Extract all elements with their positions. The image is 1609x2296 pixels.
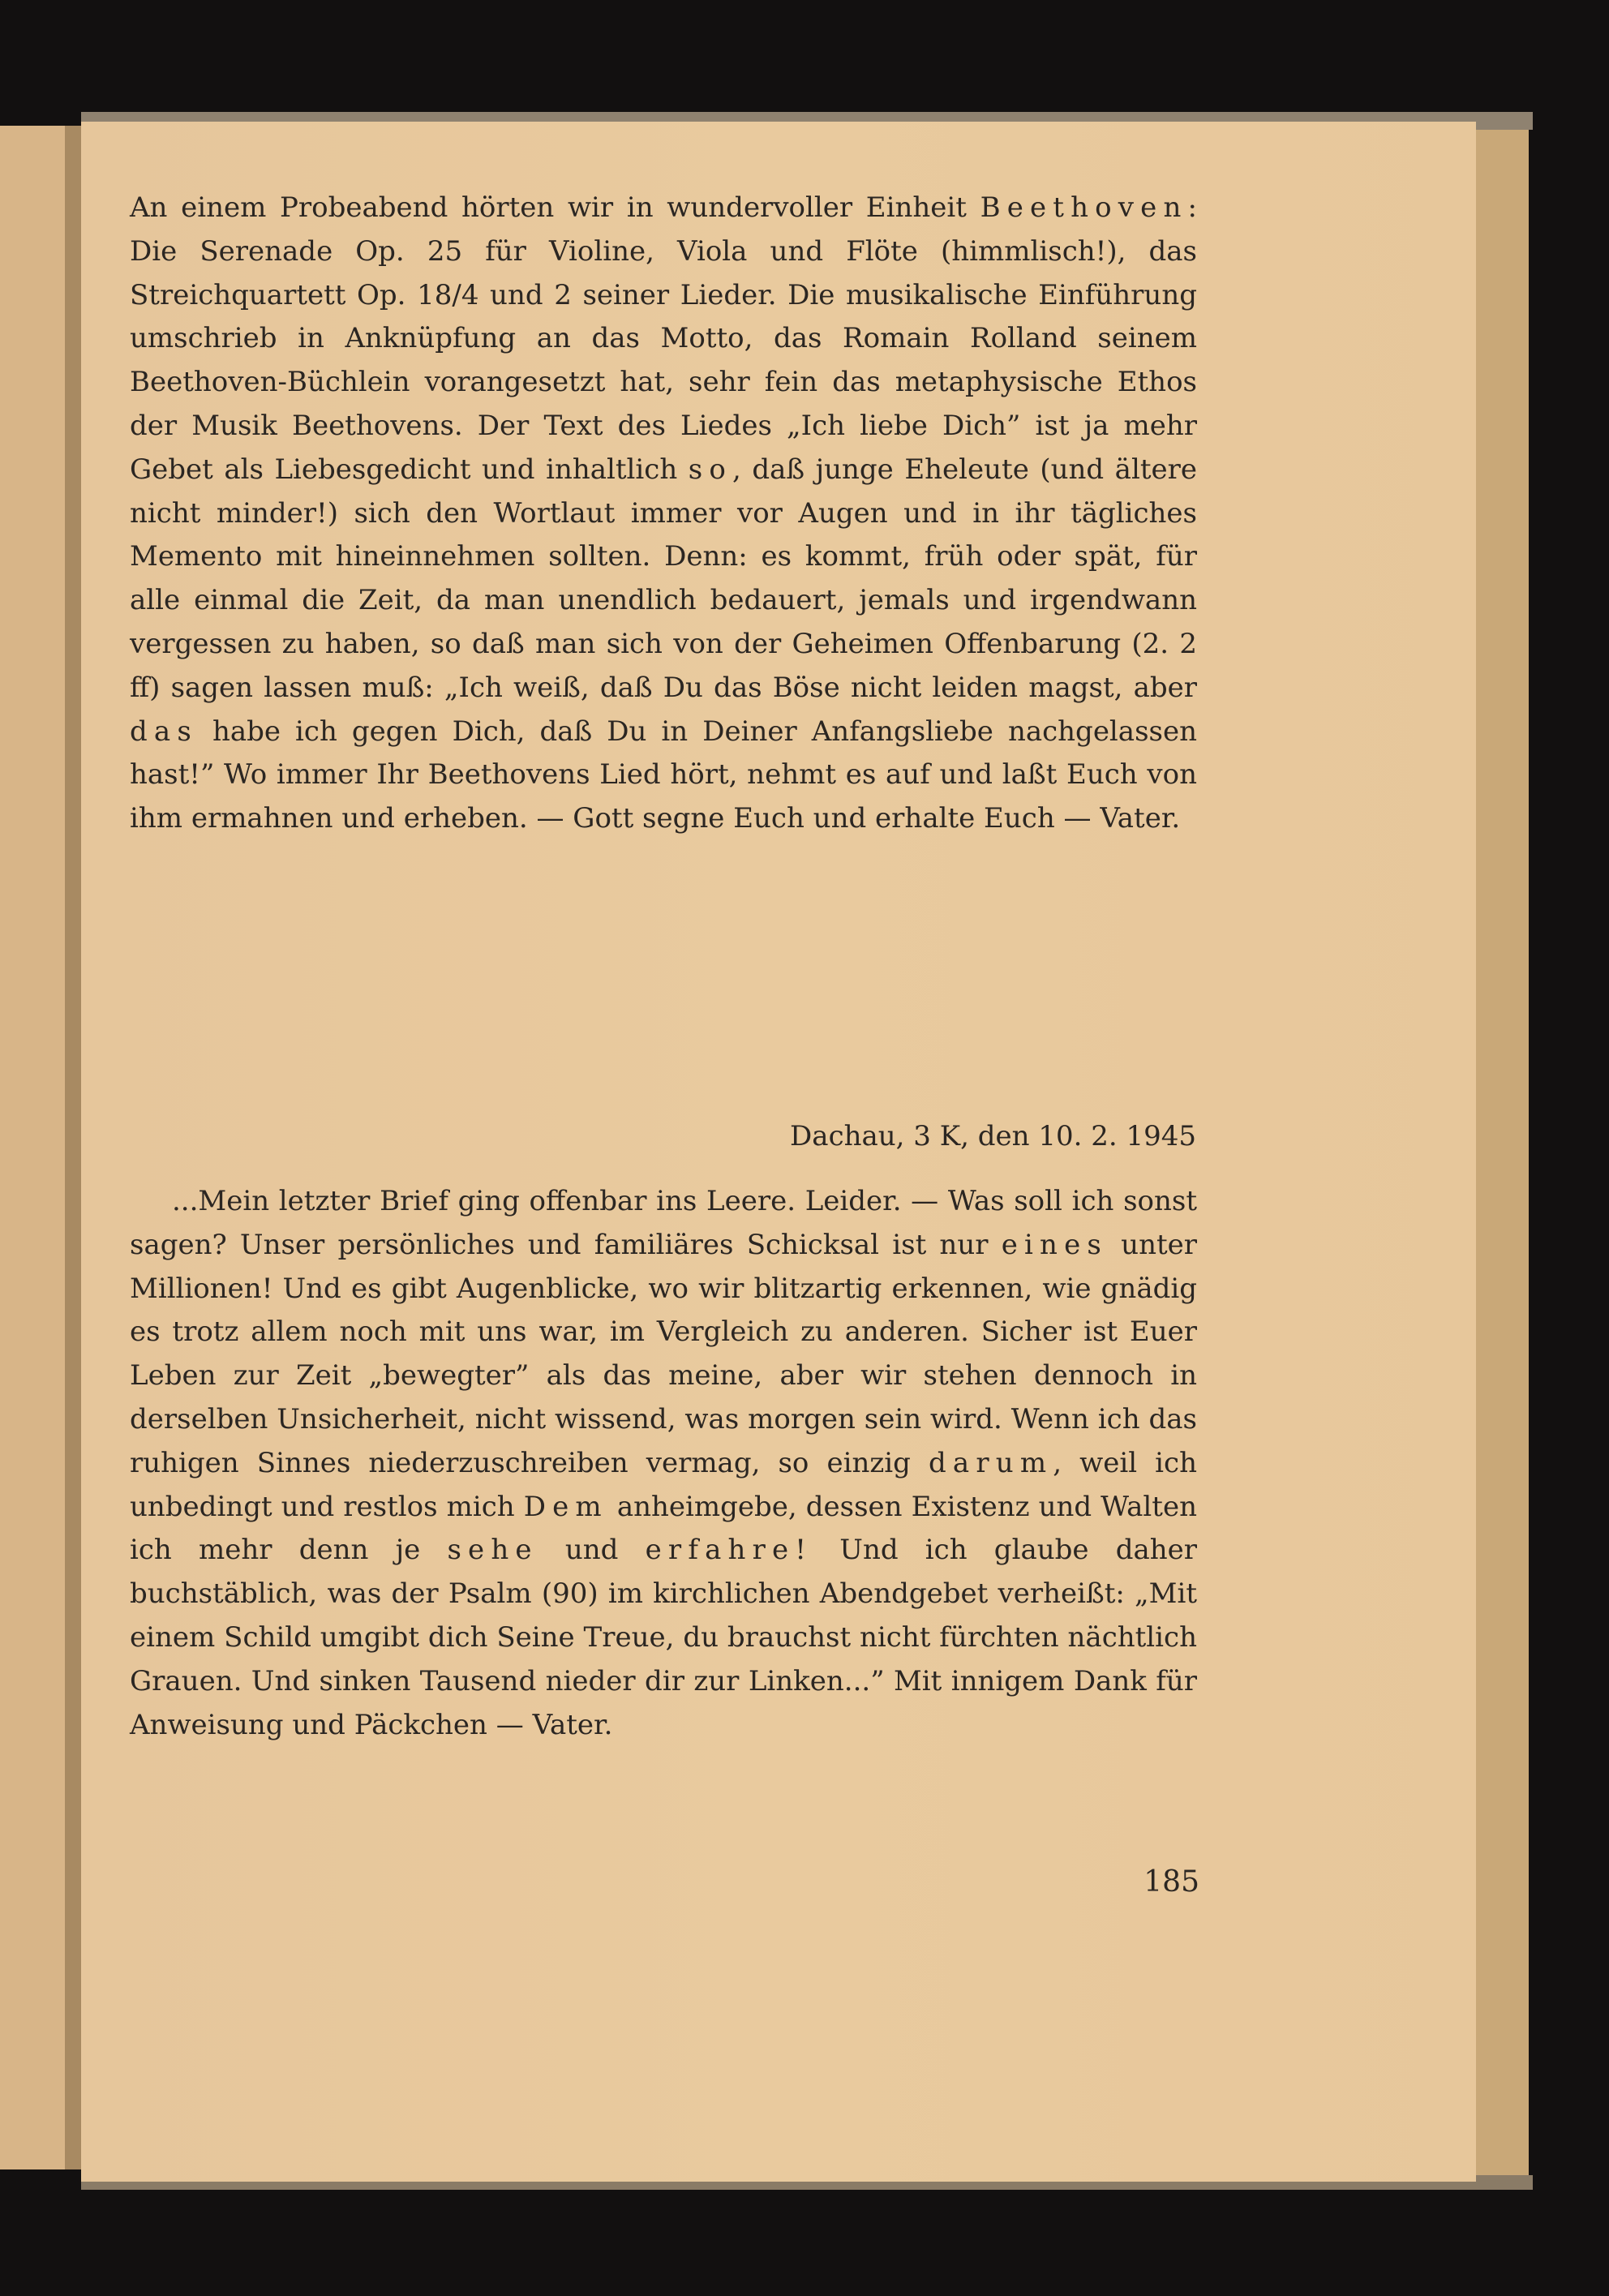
- text-segment: : Die Serenade Op. 25 für Violine, Viola und Flöte (himmlisch!), das Streichquartett Op. 18/4 und 2 seiner Lieder. Die musikalische Einführung umschrieb in Anknüpfung an das Motto, das Romain Rolland seinem Beethoven-Büchlein vorangesetzt hat, sehr fein das metaphysische Ethos der Musik Beethovens. Der Text des Liedes „Ich liebe Dich” ist ja mehr Gebet als Liebesgedicht und inhaltlich: [130, 191, 1197, 486]
- text-segment: , weil ich unbedingt und restlos mich: [130, 1446, 1197, 1523]
- spaced-word: darum: [929, 1446, 1053, 1479]
- text-segment: und: [538, 1534, 646, 1567]
- text-segment: ...Mein letzter Brief ging offenbar ins Leere. Leider. — Was soll ich sonst sagen? Unser persönliches und familiäres Schicksal ist nur: [130, 1185, 1197, 1261]
- text-segment: anheimgebe, dessen Existenz und Walten ich mehr denn je: [130, 1490, 1197, 1567]
- spaced-word: Dem: [523, 1490, 608, 1523]
- letter-paragraph-2: [130, 1180, 1197, 1747]
- page-number: 185: [1143, 1865, 1199, 1899]
- text-segment: unter Millionen! Und es gibt Augenblicke, wo wir blitzartig erkennen, wie gnädig es trotz allem noch mit uns war, im Vergleich zu anderen. Sicher ist Euer Leben zur Zeit „bewegter” als das meine, aber wir stehen dennoch in derselben Unsicherheit, nicht wissend, was morgen sein wird. Wenn ich das ruhigen Sinnes niederzuschreiben vermag, so einzig: [130, 1228, 1198, 1479]
- text-segment: An einem Probeabend hörten wir in wundervoller Einheit: [130, 191, 980, 224]
- text-segment: Und ich glaube daher buchstäblich, was der Psalm (90) im kirchlichen Abendgebet verheißt: „Mit einem Schild umgibt dich Seine Treue, du brauchst nicht fürchten nächtlich Grauen. Und sinken Tausend nieder dir zur Linken...” Mit innigem Dank für Anweisung und Päckchen — Vater.: [130, 1534, 1197, 1741]
- spaced-word: das: [130, 715, 198, 748]
- spaced-word: erfahre!: [645, 1534, 813, 1567]
- spaced-word: eines: [1001, 1228, 1108, 1261]
- spaced-word: so: [688, 453, 732, 486]
- letter-paragraph-1: [130, 187, 1197, 841]
- spaced-name: Beethoven: [980, 191, 1188, 224]
- spaced-word: sehe: [447, 1534, 538, 1567]
- date-line: Dachau, 3 K, den 10. 2. 1945: [790, 1120, 1196, 1152]
- text-segment: habe ich gegen Dich, daß Du in Deiner Anfangsliebe nachgelassen hast!” Wo immer Ihr Beethovens Lied hört, nehmt es auf und laßt Euch von ihm ermahnen und erheben. — Gott segne Euch und erhalte Euch — Vater.: [130, 715, 1197, 835]
- text-segment: , daß junge Eheleute (und ältere nicht minder!) sich den Wortlaut immer vor Augen und in ihr tägliches Memento mit hineinnehmen sollten. Denn: es kommt, früh oder spät, für alle einmal die Zeit, da man unendlich bedauert, jemals und irgendwann vergessen zu haben, so daß man sich von der Geheimen Offenbarung (2. 2 ff) sagen lassen muß: „Ich weiß, daß Du das Böse nicht leiden magst, aber: [130, 453, 1197, 704]
